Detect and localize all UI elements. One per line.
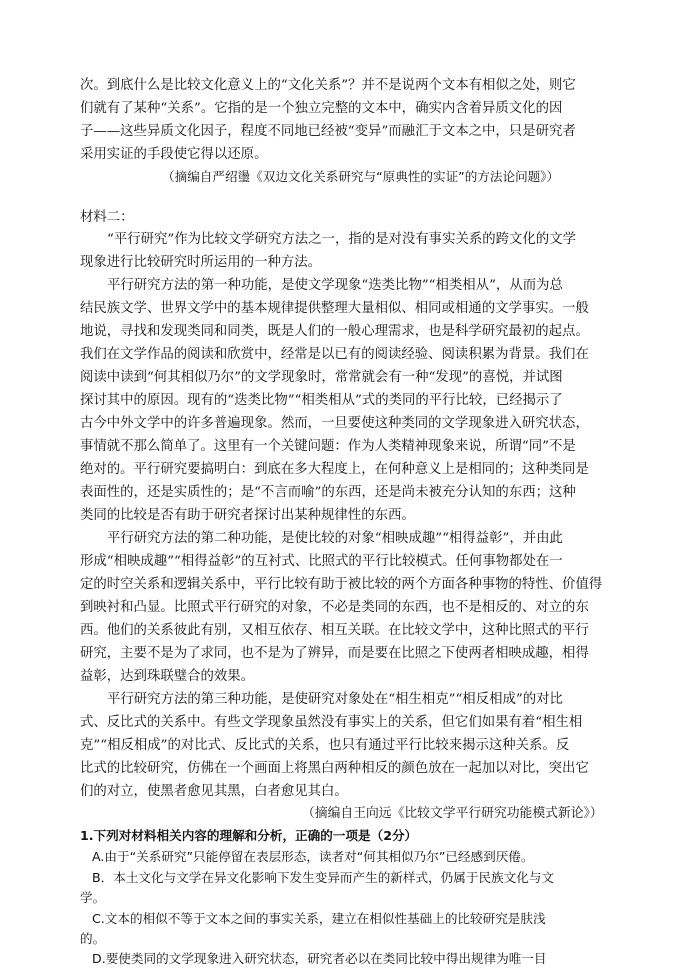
source-citation-2: （摘编自王向远《比较文学平行研究功能模式新论》） [302, 806, 603, 821]
material2-line: 地说，寻找和发现类同和同类，既是人们的一般心理需求，也是科学研究最初的起点。 [80, 324, 589, 339]
material2-line: 平行研究方法的第一种功能，是使文学现象“迭类比物”“相类相从”，从而为总 [107, 278, 563, 293]
question-1-option-d: D.要使类同的文学现象进入研究状态，研究者必以在类同比较中得出规律为唯一目 [92, 951, 547, 966]
question-1-option-c-cont: 的。 [80, 931, 106, 946]
material2-line: 西。他们的关系彼此有别，又相互依存、相互关联。在比较文学中，这种比照式的平行 [80, 623, 589, 638]
material2-line: 现象进行比较研究时所运用的一种方法。 [80, 255, 322, 270]
material2-line: 研究，主要不是为了求同，也不是为了辨异，而是要在比照之下使两者相映成趣，相得 [80, 646, 589, 661]
material2-line: 比式的比较研究，仿佛在一个画面上将黑白两种相反的颜色放在一起加以对比，突出它 [80, 761, 589, 776]
material2-line: 结民族文学、世界文学中的基本规律提供整理大量相似、相同或相通的文学事实。一般 [80, 301, 589, 316]
question-1-option-b: B．本土文化与文学在异文化影响下发生变异而产生的新样式，仍属于民族文化与文 [92, 870, 555, 885]
material2-line: 益彰，达到珠联璧合的效果。 [80, 669, 255, 684]
material2-line: 表面性的，还是实质性的；是“不言而喻”的东西，还是尚未被充分认知的东西；这种 [80, 485, 576, 500]
passage1-line: 采用实证的手段使它得以还原。 [80, 147, 268, 162]
question-1-option-c: C.文本的相似不等于文本之间的事实关系，建立在相似性基础上的比较研究是肤浅 [92, 911, 546, 926]
material2-line: 探讨其中的原因。现有的“迭类比物”“相类相从”式的类同的平行比较，已经揭示了 [80, 393, 563, 408]
material2-line: “平行研究”作为比较文学研究方法之一，指的是对没有事实关系的跨文化的文学 [107, 232, 576, 247]
material2-line: 古今中外文学中的许多普遍现象。然而，一旦要使这种类同的文学现象进入研究状态， [80, 416, 589, 431]
passage1-line: 次。到底什么是比较文化意义上的“文化关系”？并不是说两个文本有相似之处，则它 [80, 78, 576, 93]
question-1-option-b-cont: 学。 [80, 890, 106, 905]
material2-line: 我们在文学作品的阅读和欣赏中，经常是以已有的阅读经验、阅读积累为背景。我们在 [80, 347, 589, 362]
material2-line: 们的对立，使黑者愈见其黑，白者愈见其白。 [80, 784, 348, 799]
question-1-option-a: A.由于“关系研究”只能停留在表层形态，读者对“何其相似乃尔”已经感到厌倦。 [92, 849, 534, 864]
material2-line: 式、反比式的关系中。有些文学现象虽然没有事实上的关系，但它们如果有着“相生相 [80, 715, 583, 730]
material2-line: 平行研究方法的第二种功能，是使比较的对象“相映成趣”“相得益彰”，并由此 [107, 531, 563, 546]
material2-line: 定的时空关系和逻辑关系中，平行比较有助于被比较的两个方面各种事物的特性、价值得 [80, 577, 603, 592]
material2-line: 事情就不那么简单了。这里有一个关键问题：作为人类精神现象来说，所谓“同”不是 [80, 439, 576, 454]
material2-line: 阅读中读到“何其相似乃尔”的文学现象时，常常就会有一种“发现”的喜悦，并试图 [80, 370, 563, 385]
passage1-line: 子——这些异质文化因子，程度不同地已经被“变异”而融汇于文本之中，只是研究者 [80, 124, 576, 139]
passage1-line: 们就有了某种“关系”。它指的是一个独立完整的文本中，确实内含着异质文化的因 [80, 101, 563, 116]
material2-line: 类同的比较是否有助于研究者探讨出某种规律性的东西。 [80, 508, 415, 523]
material2-line: 形成“相映成趣”“相得益彰”的互衬式、比照式的平行比较模式。任何事物都处在一 [80, 554, 563, 569]
material2-heading: 材料二： [80, 210, 134, 225]
source-citation-1: （摘编自严绍璗《双边文化关系研究与“原典性的实证”的方法论问题》） [162, 169, 560, 184]
material2-line: 到映衬和凸显。比照式平行研究的对象，不必是类同的东西，也不是相反的、对立的东 [80, 600, 589, 615]
material2-line: 绝对的。平行研究要搞明白：到底在多大程度上，在何种意义上是相同的；这种类同是 [80, 462, 589, 477]
material2-line: 平行研究方法的第三种功能，是使研究对象处在“相生相克”“相反相成”的对比 [107, 692, 563, 707]
question-1-stem: 1.下列对材料相关内容的理解和分析，正确的一项是（2分） [80, 828, 418, 843]
material2-line: 克”“相反相成”的对比式、反比式的关系，也只有通过平行比较来揭示这种关系。反 [80, 738, 570, 753]
